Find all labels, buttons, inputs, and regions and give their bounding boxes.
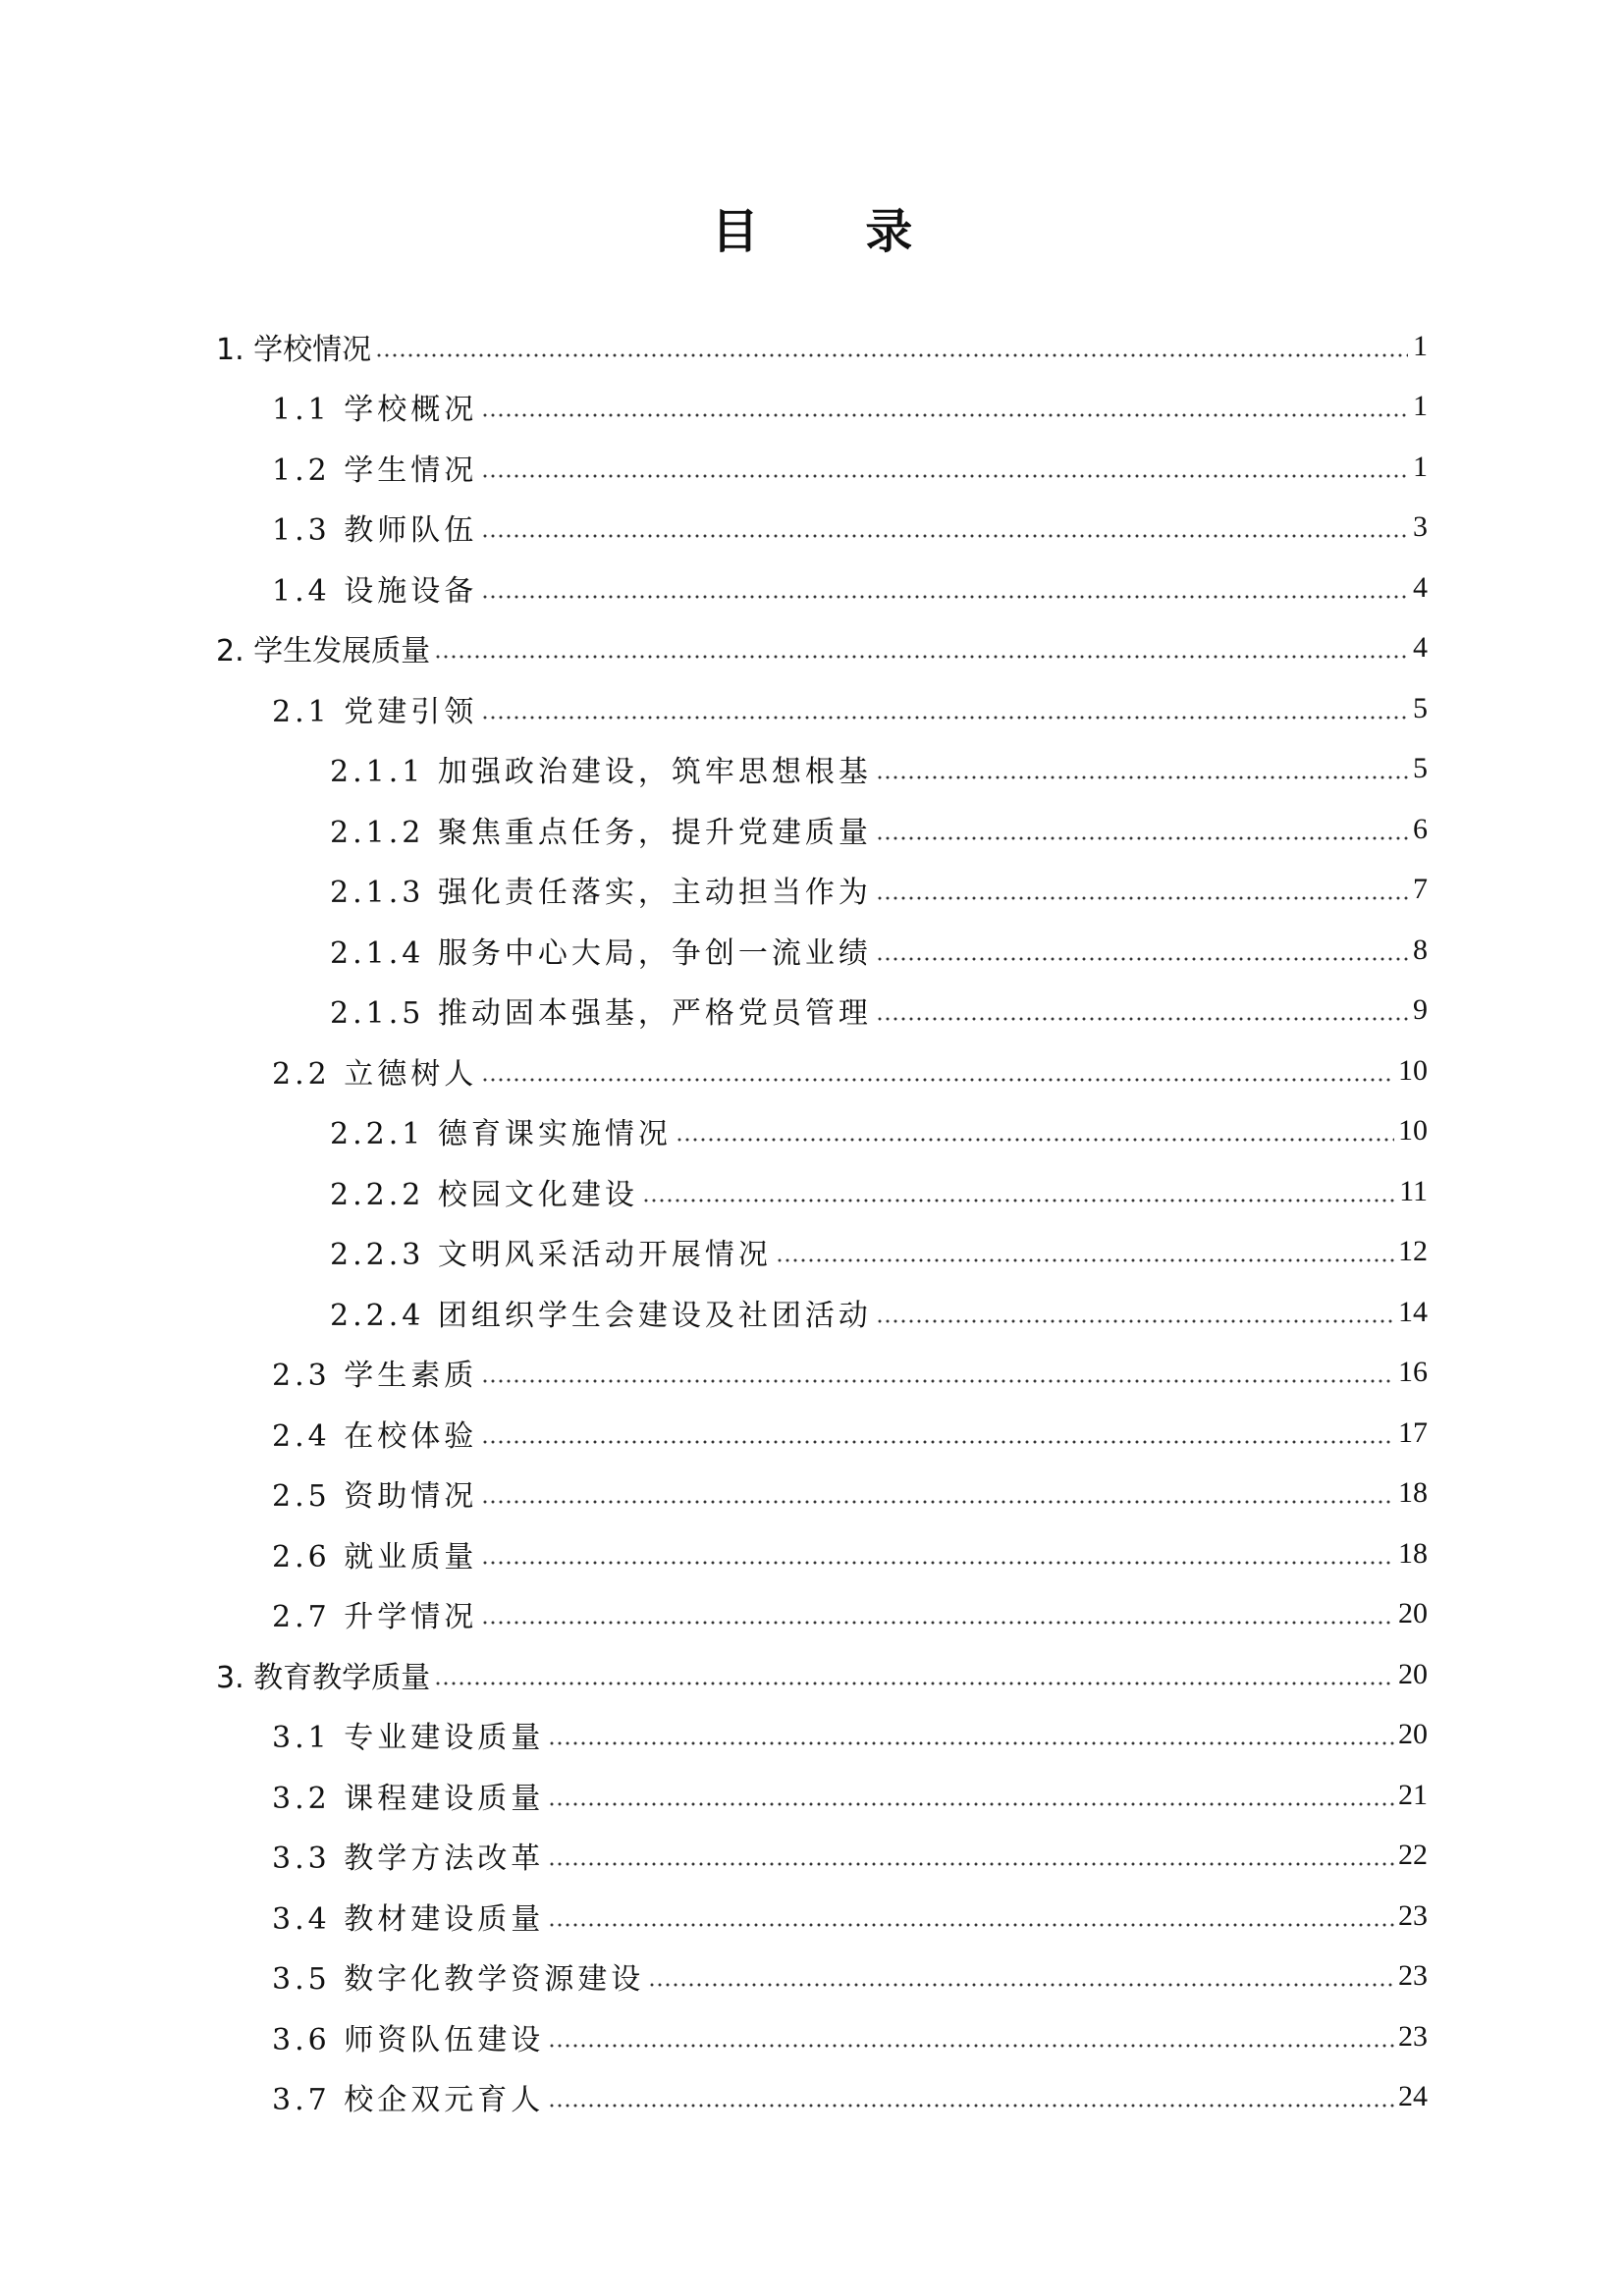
toc-entry-label: 1.3 教师队伍	[272, 513, 478, 549]
toc-entry-level-3[interactable]	[0, 920, 1624, 981]
toc-entry-label: 1. 学校情况	[216, 332, 372, 367]
toc-entry-label: 2.1 党建引领	[272, 694, 478, 729]
toc-entry-page-number: 18	[1398, 1476, 1428, 1510]
toc-entry-level-2[interactable]	[0, 1464, 1624, 1524]
toc-entry-level-2[interactable]	[0, 2006, 1624, 2067]
toc-entry-level-2[interactable]	[0, 1826, 1624, 1887]
toc-entry-label: 3.5 数字化教学资源建设	[272, 1962, 645, 1998]
toc-entry-page-number: 22	[1398, 1839, 1428, 1872]
toc-entry-page-number: 23	[1398, 2019, 1428, 2053]
toc-entry-label: 1.2 学生情况	[272, 453, 478, 488]
toc-entry-page-number: 4	[1413, 631, 1428, 665]
dot-leader	[648, 1982, 1394, 1988]
toc-entry-page-number: 12	[1398, 1235, 1428, 1268]
toc-entry-page-number: 9	[1413, 993, 1428, 1027]
toc-entry-level-3[interactable]	[0, 1101, 1624, 1162]
toc-entry-level-2[interactable]	[0, 1403, 1624, 1464]
toc-entry-level-3[interactable]	[0, 1282, 1624, 1343]
toc-entry-label: 2.7 升学情况	[272, 1600, 478, 1635]
dot-leader	[481, 1378, 1394, 1384]
dot-leader	[876, 835, 1408, 841]
toc-entry-level-2[interactable]	[0, 1584, 1624, 1645]
dot-leader	[481, 533, 1408, 539]
toc-entry-label: 2.2.4 团组织学生会建设及社团活动	[330, 1298, 872, 1333]
toc-entry-level-2[interactable]	[0, 1041, 1624, 1101]
dot-leader	[434, 1681, 1394, 1686]
toc-entry-page-number: 4	[1413, 570, 1428, 604]
toc-entry-level-2[interactable]	[0, 377, 1624, 438]
dot-leader	[876, 1318, 1394, 1324]
toc-entry-label: 3.3 教学方法改革	[272, 1842, 545, 1877]
toc-entry-page-number: 14	[1398, 1295, 1428, 1328]
toc-entry-label: 2. 学生发展质量	[216, 634, 431, 669]
toc-entry-page-number: 1	[1413, 450, 1428, 483]
toc-entry-level-3[interactable]	[0, 860, 1624, 921]
toc-entry-level-1[interactable]	[0, 618, 1624, 679]
toc-entry-page-number: 20	[1398, 1597, 1428, 1630]
toc-entry-page-number: 5	[1413, 752, 1428, 785]
toc-entry-page-number: 17	[1398, 1415, 1428, 1449]
toc-entry-level-3[interactable]	[0, 799, 1624, 860]
toc-entry-label: 1.1 学校概况	[272, 393, 478, 428]
dot-leader	[548, 1922, 1394, 1928]
toc-entry-label: 2.5 资助情况	[272, 1479, 478, 1515]
dot-leader	[876, 956, 1408, 962]
toc-entry-label: 2.2.1 德育课实施情况	[330, 1117, 672, 1152]
toc-entry-page-number: 11	[1399, 1174, 1428, 1207]
toc-entry-label: 2.2.2 校园文化建设	[330, 1177, 638, 1212]
dot-leader	[481, 1620, 1394, 1626]
dot-leader	[481, 1499, 1394, 1505]
dot-leader	[548, 1740, 1394, 1746]
toc-entry-level-3[interactable]	[0, 739, 1624, 800]
dot-leader	[642, 1198, 1395, 1203]
dot-leader	[548, 1861, 1394, 1867]
toc-entry-label: 2.2 立德树人	[272, 1056, 478, 1092]
toc-entry-label: 2.6 就业质量	[272, 1539, 478, 1575]
toc-entry-page-number: 18	[1398, 1536, 1428, 1570]
toc-entry-label: 3.1 专业建设质量	[272, 1721, 545, 1756]
toc-entry-level-2[interactable]	[0, 1947, 1624, 2007]
toc-entry-label: 2.1.3 强化责任落实，主动担当作为	[330, 876, 872, 911]
toc-entry-level-3[interactable]	[0, 981, 1624, 1041]
toc-entry-page-number: 7	[1413, 873, 1428, 906]
toc-entry-label: 2.1.1 加强政治建设，筑牢思想根基	[330, 755, 872, 790]
dot-leader	[481, 412, 1408, 418]
toc-entry-page-number: 23	[1398, 1898, 1428, 1932]
dot-leader	[876, 774, 1408, 780]
toc-entry-page-number: 3	[1413, 510, 1428, 544]
toc-entry-label: 2.4 在校体验	[272, 1418, 478, 1454]
toc-entry-level-2[interactable]	[0, 498, 1624, 559]
toc-entry-page-number: 1	[1413, 390, 1428, 423]
toc-entry-label: 2.1.2 聚焦重点任务，提升党建质量	[330, 815, 872, 850]
dot-leader	[481, 715, 1408, 721]
table-of-contents	[0, 316, 1624, 2127]
toc-entry-level-2[interactable]	[0, 1705, 1624, 1766]
toc-entry-label: 2.2.3 文明风采活动开展情况	[330, 1238, 772, 1273]
toc-entry-level-3[interactable]	[0, 1222, 1624, 1283]
dot-leader	[876, 895, 1408, 901]
dot-leader	[481, 594, 1408, 600]
toc-entry-page-number: 24	[1398, 2080, 1428, 2113]
toc-entry-level-2[interactable]	[0, 558, 1624, 618]
page-title: 目 录	[711, 204, 958, 259]
dot-leader	[481, 473, 1408, 479]
toc-entry-label: 3.4 教材建设质量	[272, 1901, 545, 1937]
toc-entry-label: 2.1.4 服务中心大局，争创一流业绩	[330, 935, 872, 971]
toc-entry-page-number: 16	[1398, 1356, 1428, 1389]
toc-entry-label: 3.2 课程建设质量	[272, 1781, 545, 1816]
toc-entry-page-number: 8	[1413, 933, 1428, 966]
toc-entry-page-number: 20	[1398, 1718, 1428, 1751]
toc-entry-level-2[interactable]	[0, 1343, 1624, 1404]
toc-entry-page-number: 21	[1398, 1778, 1428, 1811]
dot-leader	[434, 654, 1408, 660]
dot-leader	[776, 1257, 1394, 1263]
toc-entry-level-2[interactable]	[0, 678, 1624, 739]
toc-entry-level-1[interactable]	[0, 1644, 1624, 1705]
dot-leader	[548, 2103, 1394, 2109]
toc-entry-label: 3. 教育教学质量	[216, 1660, 431, 1695]
toc-entry-level-3[interactable]	[0, 1161, 1624, 1222]
toc-entry-page-number: 1	[1413, 329, 1428, 362]
dot-leader	[876, 1016, 1408, 1022]
toc-entry-label: 3.7 校企双元育人	[272, 2083, 545, 2118]
toc-entry-page-number: 23	[1398, 1959, 1428, 1993]
toc-entry-label: 3.6 师资队伍建设	[272, 2022, 545, 2057]
dot-leader	[548, 2043, 1394, 2049]
toc-entry-page-number: 5	[1413, 691, 1428, 724]
dot-leader	[481, 1439, 1394, 1445]
toc-entry-level-2[interactable]	[0, 1886, 1624, 1947]
dot-leader	[481, 1560, 1394, 1566]
dot-leader	[375, 352, 1408, 358]
dot-leader	[548, 1801, 1394, 1807]
dot-leader	[481, 1077, 1394, 1083]
toc-entry-label: 1.4 设施设备	[272, 573, 478, 609]
toc-entry-level-2[interactable]	[0, 2067, 1624, 2128]
toc-entry-level-2[interactable]	[0, 1523, 1624, 1584]
toc-entry-page-number: 10	[1398, 1114, 1428, 1148]
toc-entry-level-2[interactable]	[0, 437, 1624, 498]
dot-leader	[676, 1137, 1394, 1143]
toc-entry-level-1[interactable]	[0, 316, 1624, 377]
toc-entry-label: 2.3 学生素质	[272, 1359, 478, 1394]
toc-entry-level-2[interactable]	[0, 1765, 1624, 1826]
toc-entry-label: 2.1.5 推动固本强基，严格党员管理	[330, 996, 872, 1032]
toc-entry-page-number: 6	[1413, 812, 1428, 845]
toc-entry-page-number: 10	[1398, 1053, 1428, 1087]
toc-entry-page-number: 20	[1398, 1657, 1428, 1690]
